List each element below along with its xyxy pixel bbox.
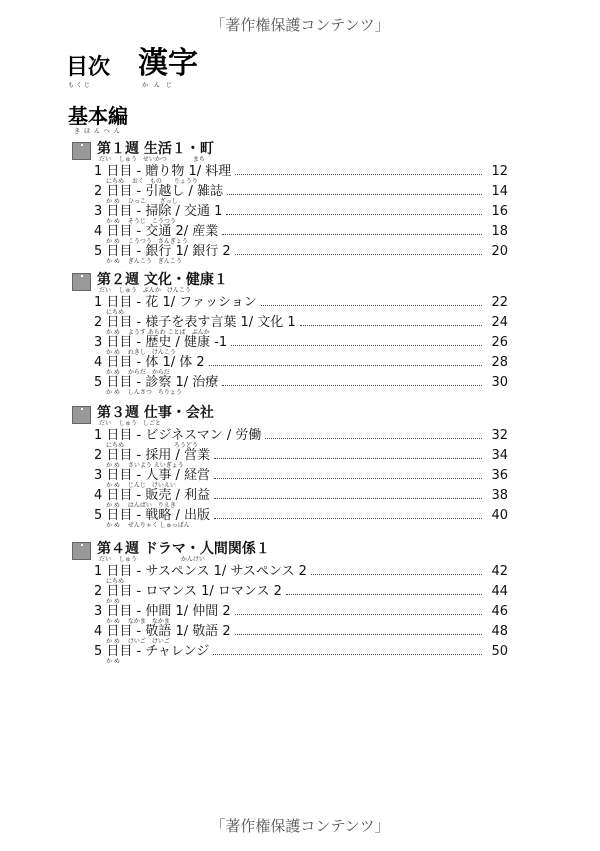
entry-title: 1 日目 - ビジネスマン / 労働 [94,428,262,443]
toc-entry[interactable] [94,185,508,205]
entry-page-number: 34 [491,448,508,463]
toc-entry[interactable] [94,565,508,585]
entry-title: 4 日目 - 販売 / 利益 [94,488,211,503]
entry-title: 3 日目 - 人事 / 経営 [94,468,211,483]
entry-title: 3 日目 - 仲間 1/ 仲間 2 [94,604,231,619]
entry-ruby: か め けいご けいご [106,638,170,645]
entry-ruby: にちめ ろうどう [106,442,198,449]
entry-page-number: 32 [491,428,508,443]
toc-entry[interactable] [94,509,508,529]
entry-title: 5 日目 - 診察 1/ 治療 [94,375,219,390]
entry-ruby: か め [106,598,120,605]
entry-ruby: か め しんさつ ちりょう [106,389,182,396]
entry-ruby: にちめ [106,578,125,585]
entry-title: 4 日目 - 体 1/ 体 2 [94,355,205,370]
entry-page-number: 22 [491,295,508,310]
toc-entry[interactable] [94,585,508,605]
dot-leader [213,645,482,655]
entry-title: 5 日目 - チャレンジ [94,644,210,659]
entry-page-number: 50 [491,644,508,659]
entry-page-number: 20 [491,244,508,259]
entry-page-number: 42 [491,564,508,579]
entry-page-number: 16 [491,204,508,219]
entry-title: 3 日目 - 掃除 / 交通 1 [94,204,223,219]
dot-leader [209,356,482,366]
dot-leader [265,429,482,439]
week-title-ruby: だい しゅう せいかつ まち [99,156,205,163]
week-title-ruby: だい しゅう かんけい [99,556,205,563]
toc-entry[interactable] [94,605,508,625]
dot-leader [300,316,482,326]
entry-title: 1 日目 - 花 1/ ファッション [94,295,257,310]
section-heading: 基本編 [68,104,128,128]
toc-entry[interactable] [94,625,508,645]
entry-title: 2 日目 - 様子を表す言葉 1/ 文化 1 [94,315,296,330]
entry-ruby: か め さいよう えいぎょう [106,462,184,469]
toc-entry[interactable] [94,645,508,665]
dot-leader [214,489,482,499]
entry-title: 5 日目 - 銀行 1/ 銀行 2 [94,244,231,259]
toc-heading-ruby: もくじ [68,82,93,89]
dot-leader [214,509,482,519]
week-section [72,142,512,265]
toc-entry[interactable] [94,225,508,245]
entry-page-number: 30 [491,375,508,390]
week-title: 第４週 ドラマ・人間関係１ [97,541,270,557]
entry-title: 4 日目 - 敬語 1/ 敬語 2 [94,624,231,639]
toc-entry[interactable] [94,336,508,356]
entry-ruby: か め ようす あらわ ことば ぶんか [106,329,210,336]
entry-title: 1 日目 - 贈り物 1/ 料理 [94,164,232,179]
week-box-icon [72,273,91,291]
dot-leader [261,296,482,306]
entry-page-number: 38 [491,488,508,503]
entry-ruby: か め せんりゃく しゅっぱん [106,522,190,529]
toc-heading: 目次 [66,55,111,80]
dot-leader [235,605,482,615]
entry-page-number: 46 [491,604,508,619]
toc-entry[interactable] [94,205,508,225]
toc-entry[interactable] [94,245,508,265]
entry-ruby: にちめ おく もの りょうり [106,178,198,185]
week-section [72,406,512,529]
entry-ruby: か め こうつう さんぎょう [106,238,188,245]
entry-page-number: 44 [491,584,508,599]
entry-ruby: か め [106,658,120,665]
week-section [72,542,512,665]
week-title-ruby: だい しゅう しごと [99,420,161,427]
week-box-icon [72,142,91,160]
week-header [72,542,512,563]
entry-ruby: か め からだ からだ [106,369,170,376]
week-title: 第１週 生活１・町 [97,141,214,157]
dot-leader [227,185,482,195]
entry-page-number: 18 [491,224,508,239]
toc-entry[interactable] [94,449,508,469]
dot-leader [214,469,482,479]
entry-title: 2 日目 - 引越し / 雑誌 [94,184,224,199]
entry-page-number: 36 [491,468,508,483]
toc-entry[interactable] [94,165,508,185]
toc-entry[interactable] [94,296,508,316]
entry-title: 2 日目 - ロマンス 1/ ロマンス 2 [94,584,282,599]
dot-leader [231,336,482,346]
entry-ruby: か め じんじ けいえい [106,482,176,489]
watermark-bottom: 「著作権保護コンテンツ」 [210,817,390,835]
week-title: 第２週 文化・健康１ [97,272,228,288]
dot-leader [286,585,482,595]
dot-leader [214,449,482,459]
dot-leader [235,245,482,255]
subject-ruby: かんじ [142,82,179,89]
entry-ruby: か め ぎんこう ぎんこう [106,258,182,265]
entry-page-number: 40 [491,508,508,523]
entry-ruby: か め れきし けんこう [106,349,176,356]
week-title: 第３週 仕事・会社 [97,405,214,421]
watermark-top: 「著作権保護コンテンツ」 [210,16,390,34]
entry-ruby: か め なかま なかま [106,618,170,625]
toc-entry[interactable] [94,489,508,509]
entry-page-number: 26 [491,335,508,350]
dot-leader [222,225,482,235]
toc-entry[interactable] [94,429,508,449]
entry-ruby: にちめ [106,309,125,316]
week-header [72,406,512,427]
toc-entry[interactable] [94,316,508,336]
week-box-icon [72,406,91,424]
entry-title: 3 日目 - 歴史 / 健康 -1 [94,335,228,350]
week-box-icon [72,542,91,560]
entry-page-number: 14 [491,184,508,199]
week-section [72,273,512,396]
entry-ruby: か め そうじ こうつう [106,218,176,225]
dot-leader [235,625,482,635]
entry-title: 4 日目 - 交通 2/ 産業 [94,224,219,239]
entry-page-number: 48 [491,624,508,639]
week-header [72,142,512,163]
dot-leader [311,565,482,575]
toc-entry[interactable] [94,356,508,376]
entry-title: 5 日目 - 戦略 / 出版 [94,508,211,523]
entry-page-number: 24 [491,315,508,330]
toc-entry[interactable] [94,469,508,489]
dot-leader [226,205,482,215]
entry-ruby: か め ひっこ ざっし [106,198,178,205]
subject-title: 漢字 [138,46,198,81]
entry-ruby: か め はんばい りえき [106,502,176,509]
entry-page-number: 12 [491,164,508,179]
dot-leader [235,165,482,175]
entry-title: 2 日目 - 採用 / 営業 [94,448,211,463]
dot-leader [222,376,482,386]
toc-entry[interactable] [94,376,508,396]
entry-page-number: 28 [491,355,508,370]
entry-title: 1 日目 - サスペンス 1/ サスペンス 2 [94,564,307,579]
week-header [72,273,512,294]
week-title-ruby: だい しゅう ぶんか けんこう [99,287,191,294]
section-ruby: きほんへん [74,128,124,135]
